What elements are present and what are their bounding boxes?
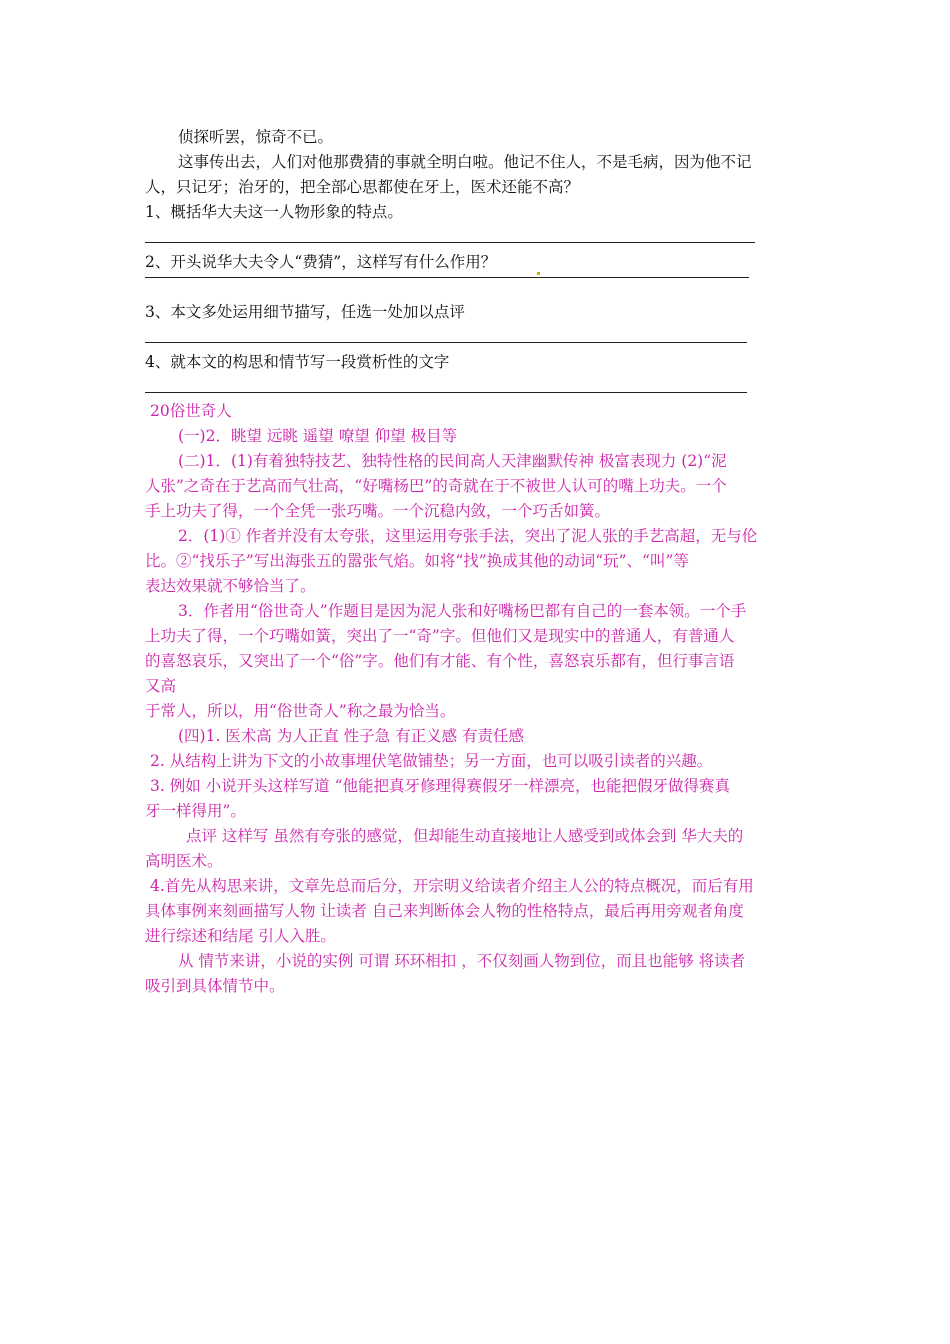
answer-line: (一)2．眺望 远眺 遥望 嘹望 仰望 极目等 — [178, 427, 458, 445]
answer-title: 20俗世奇人 — [150, 402, 232, 420]
answer-line: 高明医术。 — [145, 852, 223, 870]
question-1: 1、概括华大夫这一人物形象的特点。 — [145, 203, 403, 221]
answer-line-3 — [145, 342, 747, 343]
answer-line: 点评 这样写 虽然有夸张的感觉，但却能生动直接地让人感受到或体会到 华大夫的 — [186, 827, 744, 845]
answer-line: 手上功夫了得，一个全凭一张巧嘴。一个沉稳内敛，一个巧舌如簧。 — [145, 502, 611, 520]
answer-line: 4.首先从构思来讲，文章先总而后分，开宗明义给读者介绍主人公的特点概况，而后有用 — [150, 877, 754, 895]
answer-line: 具体事例来刻画描写人物 让读者 自己来判断体会人物的性格特点，最后再用旁观者角度 — [145, 902, 744, 920]
answer-line-2 — [145, 277, 749, 278]
answer-line: 于常人，所以，用“俗世奇人”称之最为恰当。 — [145, 702, 456, 720]
answer-line: 3. 例如 小说开头这样写道 “他能把真牙修理得赛假牙一样漂亮，也能把假牙做得赛真 — [150, 777, 730, 795]
question-4: 4、就本文的构思和情节写一段赏析性的文字 — [145, 353, 450, 371]
answer-line: 又高 — [145, 677, 177, 695]
answer-line-4 — [145, 392, 747, 393]
answer-line: 从 情节来讲，小说的实例 可谓 环环相扣 ，不仅刻画人物到位，而且也能够 将读者 — [178, 952, 746, 970]
marker-dot — [537, 272, 540, 275]
story-line-1: 侦探听罢，惊奇不已。 — [178, 128, 334, 146]
answer-line: 人张”之奇在于艺高而气壮高，“好嘴杨巴”的奇就在于不被世人认可的嘴上功夫。一个 — [145, 477, 727, 495]
story-line-2: 这事传出去，人们对他那费猜的事就全明白啦。他记不住人，不是毛病，因为他不记 — [178, 153, 752, 171]
answer-line: 吸引到具体情节中。 — [145, 977, 285, 995]
answer-line: 表达效果就不够恰当了。 — [145, 577, 316, 595]
answer-line: 进行综述和结尾 引人入胜。 — [145, 927, 336, 945]
answer-line: 2．(1)① 作者并没有太夸张，这里运用夸张手法，突出了泥人张的手艺高超，无与伦 — [178, 527, 758, 545]
answer-line: 2. 从结构上讲为下文的小故事埋伏笔做铺垫；另一方面，也可以吸引读者的兴趣。 — [150, 752, 713, 770]
answer-line: 3．作者用“俗世奇人”作题目是因为泥人张和好嘴杨巴都有自己的一套本领。一个手 — [178, 602, 747, 620]
answer-line: 的喜怒哀乐，又突出了一个“俗”字。他们有才能、有个性，喜怒哀乐都有，但行事言语 — [145, 652, 735, 670]
answer-line-1 — [145, 242, 755, 243]
answer-line: 牙一样得用”。 — [145, 802, 246, 820]
answer-line: (四)1. 医术高 为人正直 性子急 有正义感 有责任感 — [178, 727, 525, 745]
answer-line: 上功夫了得，一个巧嘴如簧，突出了一“奇”字。但他们又是现实中的普通人，有普通人 — [145, 627, 735, 645]
answer-line: (二)1．(1)有着独特技艺、独特性格的民间高人天津幽默传神 极富表现力 (2)“泥 — [178, 452, 727, 470]
question-3: 3、本文多处运用细节描写，任选一处加以点评 — [145, 303, 465, 321]
answer-line: 比。②“找乐子”写出海张五的嚣张气焰。如将“找”换成其他的动词“玩”、“叫”等 — [145, 552, 689, 570]
story-line-3: 人，只记牙；治牙的，把全部心思都使在牙上，医术还能不高？ — [145, 178, 580, 196]
question-2: 2、开头说华大夫令人“费猜”，这样写有什么作用？ — [145, 253, 497, 271]
